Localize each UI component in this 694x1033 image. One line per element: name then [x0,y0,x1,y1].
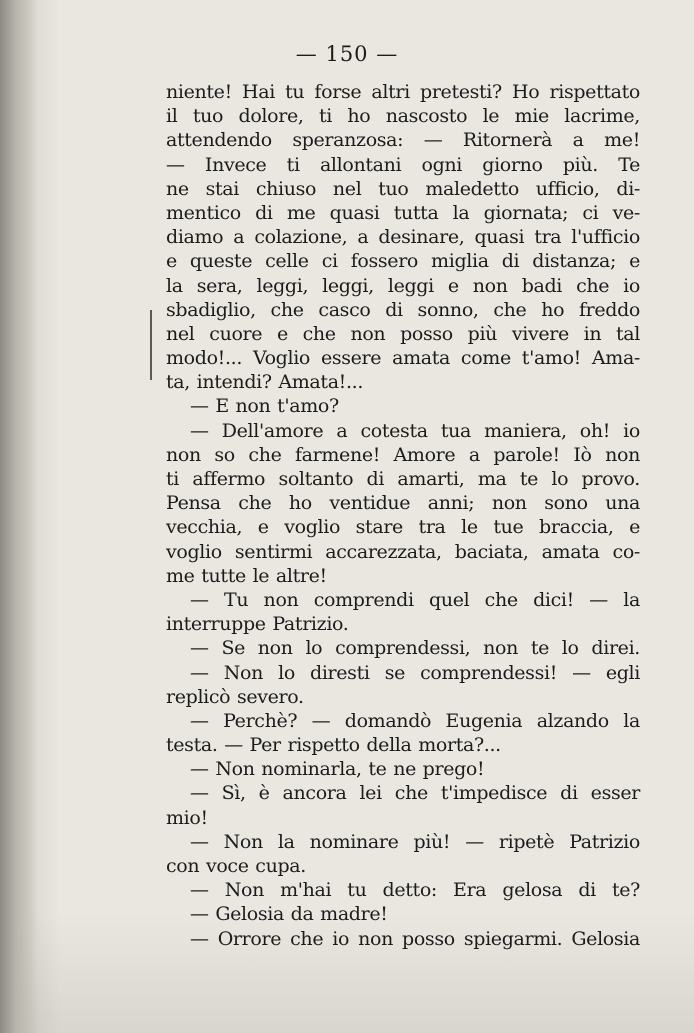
page-number: — 150 — [295,42,399,66]
text-line: — E non t'amo? [190,395,339,418]
text-line: niente! Hai tu forse altri pretesti? Ho rispettato [166,81,640,103]
text-line: — Non lo diresti se comprendessi! — egli [190,661,640,684]
text-line: e queste celle ci fossero miglia di distanza; e [166,250,640,273]
text-line: ta, intendi? Amata!... [166,371,364,394]
body-text [166,80,640,951]
text-line: vecchia, e voglio stare tra le tue braccia, e [166,516,640,539]
text-line: testa. — Per rispetto della morta?... [166,734,501,757]
margin-mark [150,310,152,380]
text-line: replicò severo. [166,685,304,708]
text-line: voglio sentirmi accarezzata, baciata, amata co- [166,540,640,563]
text-line: non so che farmene! Amore a parole! Iò non [166,443,640,466]
text-line: — Gelosia da madre! [190,903,388,926]
text-line: Pensa che ho ventidue anni; non sono una [166,492,640,515]
text-line: mentico di me quasi tutta la giornata; ci ve- [166,201,640,224]
text-line: diamo a colazione, a desinare, quasi tra l'ufficio [166,226,640,249]
text-line: — Non m'hai tu detto: Era gelosa di te? [190,879,640,902]
text-line: — Invece ti allontani ogni giorno più. Te [166,153,640,176]
text-line: — Non la nominare più! — ripetè Patrizio [190,830,640,853]
text-line: — Orrore che io non posso spiegarmi. Gelosia [190,927,640,950]
text-line: me tutte le altre! [166,564,327,587]
text-line: — Se non lo comprendessi, non te lo direi. [190,637,640,660]
text-line: — Non nominarla, te ne prego! [190,758,485,781]
text-line: con voce cupa. [166,855,306,877]
text-line: ti affermo soltanto di amarti, ma te lo provo. [166,468,640,490]
text-line: interruppe Patrizio. [166,613,349,636]
text-line: — Sì, è ancora lei che t'impedisce di esser [190,782,640,805]
text-line: — Perchè? — domandò Eugenia alzando la [190,709,640,732]
text-line: sbadiglio, che casco di sonno, che ho freddo [166,298,640,321]
text-line: la sera, leggi, leggi, leggi e non badi che io [166,274,640,297]
text-line: mio! [166,806,208,829]
text-line: ne stai chiuso nel tuo maledetto ufficio, di- [166,177,640,200]
text-line: — Tu non comprendi quel che dici! — la [190,588,640,611]
text-line: il tuo dolore, ti ho nascosto le mie lacrime, [166,105,640,128]
text-line: — Dell'amore a cotesta tua maniera, oh! io [190,419,640,442]
binding-shadow [0,0,38,1033]
text-line: modo!... Voglio essere amata come t'amo! Ama- [166,347,640,370]
text-line: attendendo speranzosa: — Ritornerà a me! [166,129,640,152]
text-line: nel cuore e che non posso più vivere in tal [166,322,640,345]
